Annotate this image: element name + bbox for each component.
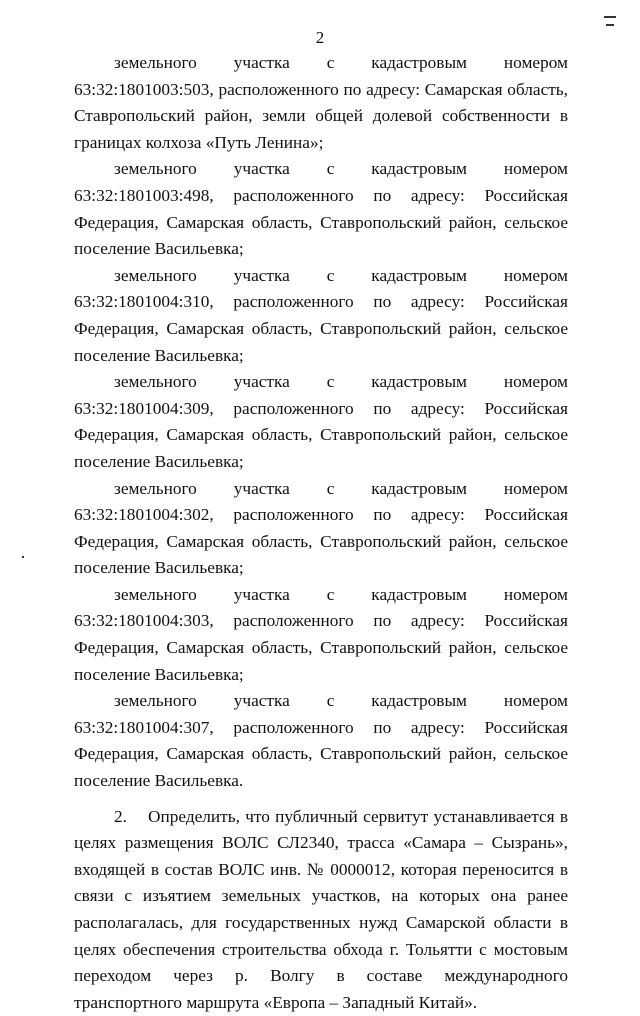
scan-mark bbox=[606, 24, 614, 26]
paragraph: земельного участка с кадастровым номером 63:32:1801003:498, расположенного по адресу: Российская Федерация, Самарская область, Ставропольский район, сельское поселение Васильевка; bbox=[74, 159, 568, 259]
item-text: Определить, что публичный сервитут устанавливается в целях размещения ВОЛС СЛ2340, трасса «Самара – Сызрань», входящей в состав ВОЛС инв. № 0000012, которая переносится в связи с изъятием земельных участков, на которых она ранее располагалась, для государственных нужд Самарской области в целях обеспечения строительства обхода г. Тольятти с мостовым переходом через р. Волгу в составе международного транспортного маршрута «Европа – Западный Китай». bbox=[74, 806, 569, 1012]
paragraph: земельного участка с кадастровым номером 63:32:1801004:310, расположенного по адресу: Российская Федерация, Самарская область, Ставропольский район, сельское поселение Васильевка; bbox=[74, 265, 568, 365]
numbered-paragraph bbox=[74, 804, 568, 1016]
scan-mark bbox=[604, 16, 616, 18]
paragraph: земельного участка с кадастровым номером 63:32:1801004:309, расположенного по адресу: Российская Федерация, Самарская область, Ставропольский район, сельское поселение Васильевка; bbox=[74, 372, 568, 471]
paragraph: земельного участка с кадастровым номером 63:32:1801003:503, расположенного по адресу: Самарская область, Ставропольский район, земли общей долевой собственности в границах колхоза «Путь Ленина»; bbox=[74, 53, 568, 152]
paragraph: земельного участка с кадастровым номером 63:32:1801004:303, расположенного по адресу: Российская Федерация, Самарская область, Ставропольский район, сельское поселение Васильевка; bbox=[74, 584, 568, 684]
scan-mark bbox=[22, 556, 24, 558]
paragraph: земельного участка с кадастровым номером 63:32:1801004:302, расположенного по адресу: Российская Федерация, Самарская область, Ставропольский район, сельское поселение Васильевка; bbox=[74, 478, 568, 578]
page-number: 2 bbox=[315, 28, 325, 47]
document-body bbox=[74, 50, 568, 1016]
paragraph: земельного участка с кадастровым номером 63:32:1801004:307, расположенного по адресу: Российская Федерация, Самарская область, Ставропольский район, сельское поселение Васильевка. bbox=[74, 691, 568, 791]
item-number: 2. bbox=[114, 806, 127, 826]
